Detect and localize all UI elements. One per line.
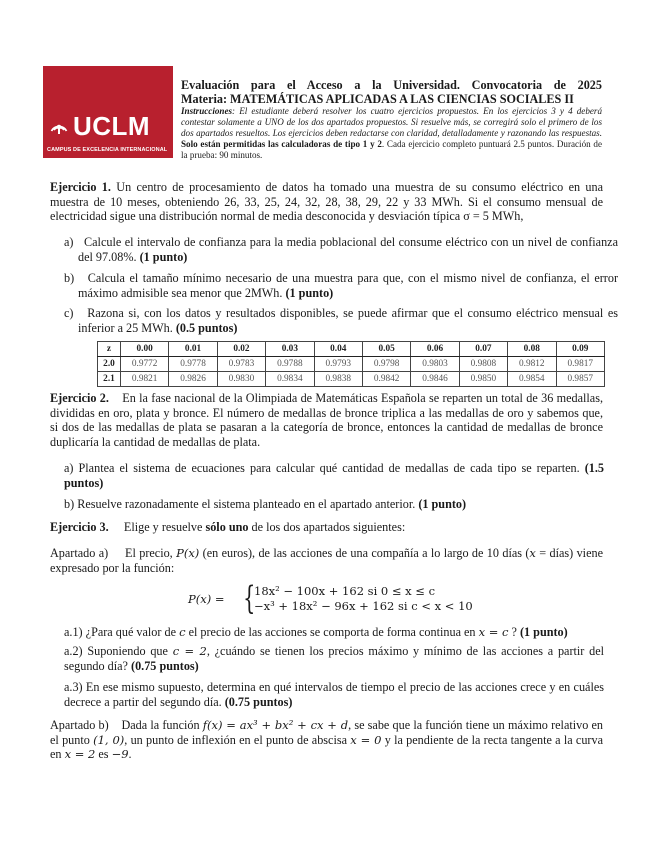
table-cell: 0.9817 xyxy=(556,357,605,372)
ej2-a-points: (1.5 puntos) xyxy=(64,461,604,490)
a2-points: (0.75 puntos) xyxy=(131,658,199,673)
exam-title: Evaluación para el Acceso a la Universidad. Convocatoria de 2025 xyxy=(181,78,602,92)
table-cell: 0.9846 xyxy=(411,372,459,387)
ej1-intro xyxy=(50,180,603,224)
apartado-a-text: El precio, xyxy=(125,546,177,560)
table-cell: 0.9783 xyxy=(217,357,265,372)
a1-points: (1 punto) xyxy=(519,625,568,639)
ej1-a xyxy=(64,235,618,264)
table-cell: 0.9854 xyxy=(508,372,556,387)
table-header-cell: 0.06 xyxy=(411,342,459,357)
ej3-label: Ejercicio 3. xyxy=(50,520,109,534)
apartado-b-text-5: es xyxy=(95,747,112,761)
apartado-b-text-2: , se sabe que la función tiene un máximo relativo en el punto xyxy=(50,718,604,747)
table-cell: 0.9857 xyxy=(556,372,605,387)
ej1-b-text: Calcula el tamaño mínimo necesario de una muestra para que, con el mismo nivel de confianza, el error máximo admisible sea menor que 2MWh. xyxy=(78,271,618,300)
point-1-0: (1, 0) xyxy=(93,732,125,747)
ej2-b xyxy=(64,497,604,512)
ej1-b xyxy=(64,271,618,300)
table-cell: 2.1 xyxy=(98,372,121,387)
table-header-cell: z xyxy=(98,342,121,357)
logo-subtitle: CAMPUS DE EXCELENCIA INTERNACIONAL xyxy=(47,147,168,153)
ej1-c-text: Razona si, con los datos y resultados disponibles, se puede afirmar que el consumo eléctrico mensual es inferior a 25 MWh. xyxy=(78,306,618,335)
table-cell: 0.9803 xyxy=(411,357,459,372)
ej2-statement: En la fase nacional de la Olimpiada de Matemáticas Española se reparten un total de 36 medallas, divididas en oro, plata y bronce. El número de medallas de bronce triplica a las medallas de oro y sabemos que, si dos de las medallas de plata se pasaran a la categoría de bronce, entonces la cantidad de medallas de bronce duplicaría la cantidad de medallas de plata. xyxy=(50,391,603,449)
ej1-c-points: (0.5 puntos) xyxy=(175,320,238,335)
ej3-a2 xyxy=(64,644,604,673)
table-cell: 0.9826 xyxy=(169,372,217,387)
table-cell: 0.9830 xyxy=(217,372,265,387)
value-minus-9: −9 xyxy=(111,747,129,761)
apartado-b-text-6: . xyxy=(128,747,132,761)
apartado-b-text-3: , un punto de inflexión en el punto de abscisa xyxy=(124,732,351,747)
a2-text-2: , ¿cuándo se tienen los precios máximo y mínimo de las acciones a partir del segundo día? xyxy=(64,644,605,673)
a3-text: a.3) En ese mismo supuesto, determina en qué intervalos de tiempo el precio de las acciones crece y en cuáles decrece a partir del segundo día. xyxy=(64,680,604,709)
formula-case-2: −x³ + 18x² − 96x + 162 si c < x < 10 xyxy=(254,599,473,613)
table-header-cell: 0.07 xyxy=(459,342,507,357)
var-x: x xyxy=(529,546,536,560)
ej2-a xyxy=(64,461,604,490)
table-cell: 0.9821 xyxy=(120,372,168,387)
piecewise-function xyxy=(188,579,488,617)
instructions xyxy=(181,106,602,161)
ej1-c-label: c) xyxy=(64,306,74,320)
ej1-label: Ejercicio 1. xyxy=(50,180,111,194)
a1-text-3: ? xyxy=(508,625,520,639)
apartado-a-text-2: (en euros), de las acciones de una compañía a lo largo de 10 días ( xyxy=(199,546,530,560)
ej2-label: Ejercicio 2. xyxy=(50,391,109,405)
ej2-b-points: (1 punto) xyxy=(418,497,467,511)
ej3-intro-bold: sólo uno xyxy=(205,520,249,534)
logo-text: UCLM xyxy=(73,111,151,141)
table-header-row xyxy=(98,342,605,357)
instructions-text: : El estudiante deberá resolver los cuatro ejercicios propuestos. En los ejercicios 3 y 4 deberá contestar solamente a UNO de los dos apartados propuestos. Si resuelve más, se corregirá solo el primero de los dos apartados resueltos. Los ejercicios deben redactarse con claridad, detalladamente y razonando las respuestas. xyxy=(181,106,602,138)
fn-f-x: f(x) = ax³ + bx² + cx + d xyxy=(202,718,349,732)
table-header-cell: 0.00 xyxy=(120,342,168,357)
ej1-b-label: b) xyxy=(64,271,75,285)
table-row xyxy=(98,372,605,387)
formula-lhs: P(x) = xyxy=(188,592,225,606)
ej1-a-points: (1 punto) xyxy=(139,249,188,264)
ej2-a-text: a) Plantea el sistema de ecuaciones para calcular qué cantidad de medallas de cada tipo se reparten. xyxy=(64,461,585,475)
fn-p-x: P(x) xyxy=(176,546,200,560)
instructions-bold: Solo están permitidas las calculadoras de tipo 1 y 2 xyxy=(181,139,382,149)
table-header-cell: 0.03 xyxy=(266,342,314,357)
ej2-b-text: b) Resuelve razonadamente el sistema planteado en el apartado anterior. xyxy=(64,497,419,511)
ej3-a3 xyxy=(64,680,604,709)
table-cell: 0.9812 xyxy=(508,357,556,372)
normal-distribution-table xyxy=(97,341,605,387)
table-header-cell: 0.01 xyxy=(169,342,217,357)
table-cell: 0.9793 xyxy=(314,357,362,372)
a1-text-2: el precio de las acciones se comporta de forma continua en xyxy=(185,625,479,639)
ej1-statement: Un centro de procesamiento de datos ha tomado una muestra de su consumo eléctrico en una muestra de 10 meses, obteniendo 26, 33, 25, 24, 32, 28, 38, 29, 22 y 33 MWh. Si el consumo mensual de electricidad sigue una distribución normal de media desconocida y desviación típica σ = 5 MWh, xyxy=(50,180,603,223)
table-cell: 0.9798 xyxy=(362,357,410,372)
ej1-b-points: (1 punto) xyxy=(285,285,334,300)
var-c: c xyxy=(179,625,186,639)
apartado-b-text: Dada la función xyxy=(121,718,203,732)
ej3-a1 xyxy=(64,625,604,640)
exam-header xyxy=(181,78,602,161)
table-cell: 2.0 xyxy=(98,357,121,372)
ej3-apartado-b xyxy=(50,718,603,762)
instructions-label: Instrucciones xyxy=(181,106,233,116)
table-cell: 0.9778 xyxy=(169,357,217,372)
ej3-intro-post: de los dos apartados siguientes: xyxy=(248,520,406,534)
table-cell: 0.9772 xyxy=(120,357,168,372)
expr-x-eq-2: x = 2 xyxy=(64,747,96,761)
table-header-cell: 0.04 xyxy=(314,342,362,357)
ej3-intro xyxy=(50,520,603,535)
table-row xyxy=(98,357,605,372)
expr-x-eq-c: x = c xyxy=(478,625,509,639)
table-cell: 0.9838 xyxy=(314,372,362,387)
logo-main xyxy=(49,112,169,140)
table-header-cell: 0.02 xyxy=(217,342,265,357)
table-cell: 0.9850 xyxy=(459,372,507,387)
apartado-b-text-4: y la pendiente de la recta tangente a la curva en xyxy=(50,732,603,761)
ej1-a-text: Calcule el intervalo de confianza para la media poblacional del consume eléctrico con un nivel de confianza del 97.08%. xyxy=(78,235,618,264)
apartado-a-text-3: = días) viene expresado por la función: xyxy=(50,546,603,575)
formula-case-1: 18x² − 100x + 162 si 0 ≤ x ≤ c xyxy=(254,584,436,598)
uclm-logo xyxy=(43,66,173,158)
table-header-cell: 0.05 xyxy=(362,342,410,357)
a3-points: (0.75 puntos) xyxy=(224,694,293,709)
table-cell: 0.9842 xyxy=(362,372,410,387)
a2-text: a.2) Suponiendo que xyxy=(64,644,173,658)
apartado-b-label: Apartado b) xyxy=(50,718,109,732)
ej1-a-label: a) xyxy=(64,235,74,249)
table-header-cell: 0.08 xyxy=(508,342,556,357)
apartado-a-label: Apartado a) xyxy=(50,546,109,560)
ej1-c xyxy=(64,306,618,335)
table-cell: 0.9834 xyxy=(266,372,314,387)
instructions-end: . Cada ejercicio completo puntuará 2.5 puntos. Duración de la prueba: 90 minutos. xyxy=(181,139,602,160)
ej2-intro xyxy=(50,391,603,449)
expr-c-eq-2: c = 2 xyxy=(172,644,207,658)
expr-x-eq-0: x = 0 xyxy=(350,732,382,747)
exam-subject: Materia: MATEMÁTICAS APLICADAS A LAS CIENCIAS SOCIALES II xyxy=(181,92,574,106)
ej3-intro-pre: Elige y resuelve xyxy=(123,520,206,534)
formula-brace: { xyxy=(243,579,256,617)
table-cell: 0.9808 xyxy=(459,357,507,372)
table-header-cell: 0.09 xyxy=(556,342,605,357)
uclm-wave-icon xyxy=(49,116,69,136)
ej3-apartado-a xyxy=(50,546,603,575)
a1-text: a.1) ¿Para qué valor de xyxy=(64,625,180,639)
table-cell: 0.9788 xyxy=(266,357,314,372)
